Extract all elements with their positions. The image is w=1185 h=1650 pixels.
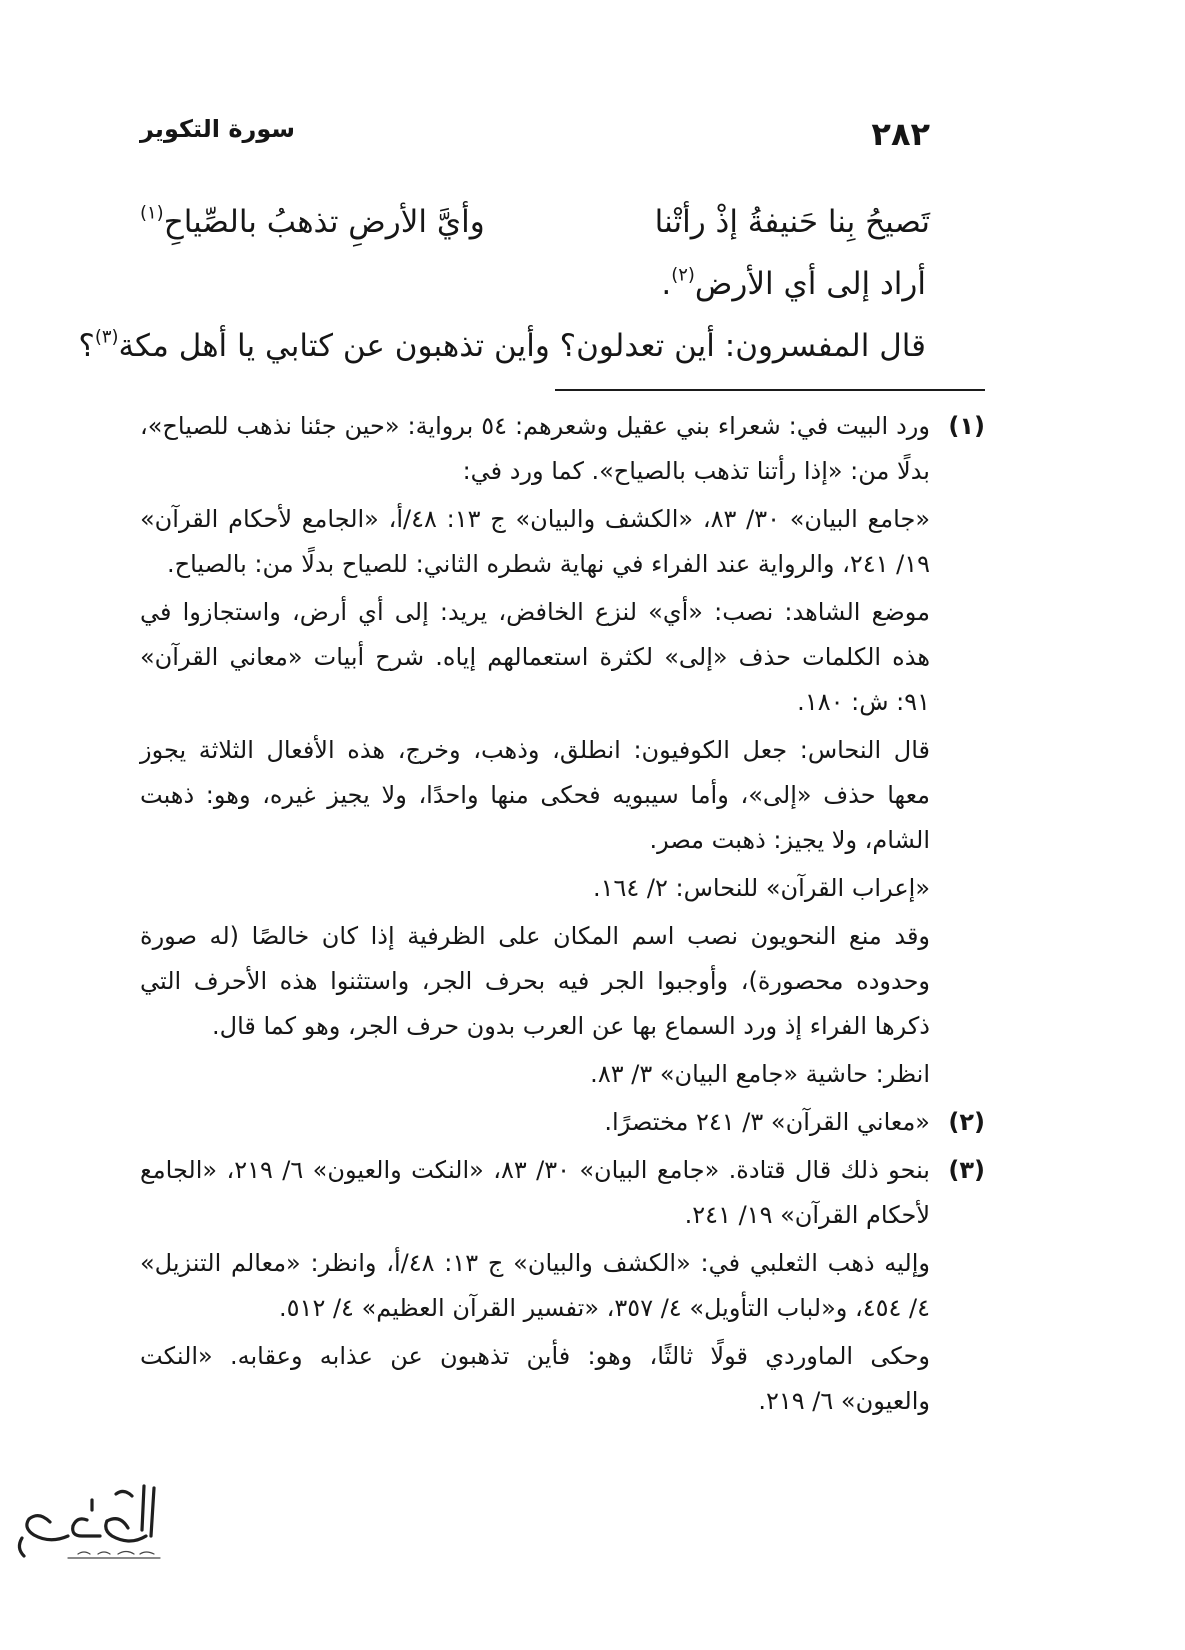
calligraphy-watermark-icon: [8, 1474, 168, 1566]
footnote-number: (١): [948, 412, 985, 440]
footnote-paragraph: قال النحاس: جعل الكوفيون: انطلق، وذهب، وخرج، هذه الأفعال الثلاثة يجوز معها حذف «إلى»، وأما سيبويه فحكى منها واحدًا، ولا يجيز غيره، وهو: ذهبت الشام، ولا يجيز: ذهبت مصر.: [140, 736, 930, 854]
main-paragraph-text: أراد إلى أي الأرض: [694, 266, 926, 302]
footnote-body: [140, 1148, 930, 1427]
footnotes: [140, 404, 985, 1427]
footnote-paragraph: موضع الشاهد: نصب: «أي» لنزع الخافض، يريد: إلى أي أرض، واستجازوا في هذه الكلمات حذف «إلى» لكثرة استعمالهم إياه. شرح أبيات «معاني القرآن» ٩١: ش: ١٨٠.: [140, 598, 930, 716]
page-header: [140, 108, 930, 160]
footnote-paragraph: «معاني القرآن» ٣/ ٢٤١ مختصرًا.: [604, 1108, 930, 1136]
verse-hemistich-left: [140, 191, 485, 253]
page-number: ٢٨٢: [871, 115, 930, 153]
running-title: سورة التكوير: [140, 115, 295, 143]
footnote-number: (٢): [948, 1108, 985, 1136]
main-paragraph-text: قال المفسرون: أين تعدلون؟ وأين تذهبون عن كتابي يا أهل مكة: [118, 328, 926, 364]
footnote-paragraph: «جامع البيان» ٣٠/ ٨٣، «الكشف والبيان» ج ١٣: ٤٨/أ، «الجامع لأحكام القرآن» ١٩/ ٢٤١، والرواية عند الفراء في نهاية شطره الثاني: للصياح بدلًا من: بالصياح.: [140, 505, 930, 578]
footnote-paragraph: ورد البيت في: شعراء بني عقيل وشعرهم: ٥٤ برواية: «حين جئنا نذهب للصياح»، بدلًا من: «إذا رأتنا تذهب بالصياح». كما ورد في:: [140, 412, 930, 485]
footnote-3: [140, 1148, 985, 1427]
watermark-logo: [8, 1474, 168, 1566]
footnote-paragraph: «إعراب القرآن» للنحاس: ٢/ ١٦٤.: [592, 874, 930, 902]
footnote-paragraph: وحكى الماوردي قولًا ثالثًا، وهو: فأين تذهبون عن عذابه وعقابه. «النكت والعيون» ٦/ ٢١٩.: [140, 1342, 930, 1415]
poetry-verse: [140, 191, 930, 253]
footnote-number: (٣): [948, 1156, 985, 1184]
main-text: [78, 191, 930, 377]
main-paragraph: [78, 315, 930, 377]
footnote-paragraph: وإليه ذهب الثعلبي في: «الكشف والبيان» ج ١٣: ٤٨/أ، وانظر: «معالم التنزيل» ٤/ ٤٥٤، و«لباب التأويل» ٤/ ٣٥٧، «تفسير القرآن العظيم» ٤/ ٥١٢.: [140, 1249, 930, 1322]
footnote-ref: (٢): [671, 264, 695, 286]
footnote-2: [140, 1100, 985, 1148]
main-paragraph-punctuation: .: [661, 266, 672, 302]
footnote-paragraph: بنحو ذلك قال قتادة. «جامع البيان» ٣٠/ ٨٣، «النكت والعيون» ٦/ ٢١٩، «الجامع لأحكام القرآن» ١٩/ ٢٤١.: [140, 1156, 930, 1229]
verse-hemistich-left-text: وأيَّ الأرضِ تذهبُ بالصِّياحِ: [163, 204, 485, 240]
footnote-ref: (٣): [94, 326, 119, 348]
footnote-divider: [555, 389, 985, 391]
footnote-ref: (١): [140, 202, 164, 224]
footnote-paragraph: وقد منع النحويون نصب اسم المكان على الظرفية إذا كان خالصًا (له صورة وحدوده محصورة)، وأوجبوا الجر فيه بحرف الجر، واستثنوا هذه الأحرف التي ذكرها الفراء إذ ورد السماع بها عن العرب بدون حرف الجر، وهو كما قال.: [140, 922, 930, 1040]
footnote-body: [140, 1100, 930, 1148]
verse-hemistich-right: تَصيحُ بِنا حَنيفةُ إذْ رأتْنا: [654, 204, 930, 240]
footnote-paragraph: انظر: حاشية «جامع البيان» ٣/ ٨٣.: [590, 1060, 930, 1088]
footnote-1: [140, 404, 985, 1100]
main-paragraph: [140, 253, 930, 315]
main-paragraph-punctuation: ؟: [78, 328, 95, 364]
footnote-body: [140, 404, 930, 1100]
